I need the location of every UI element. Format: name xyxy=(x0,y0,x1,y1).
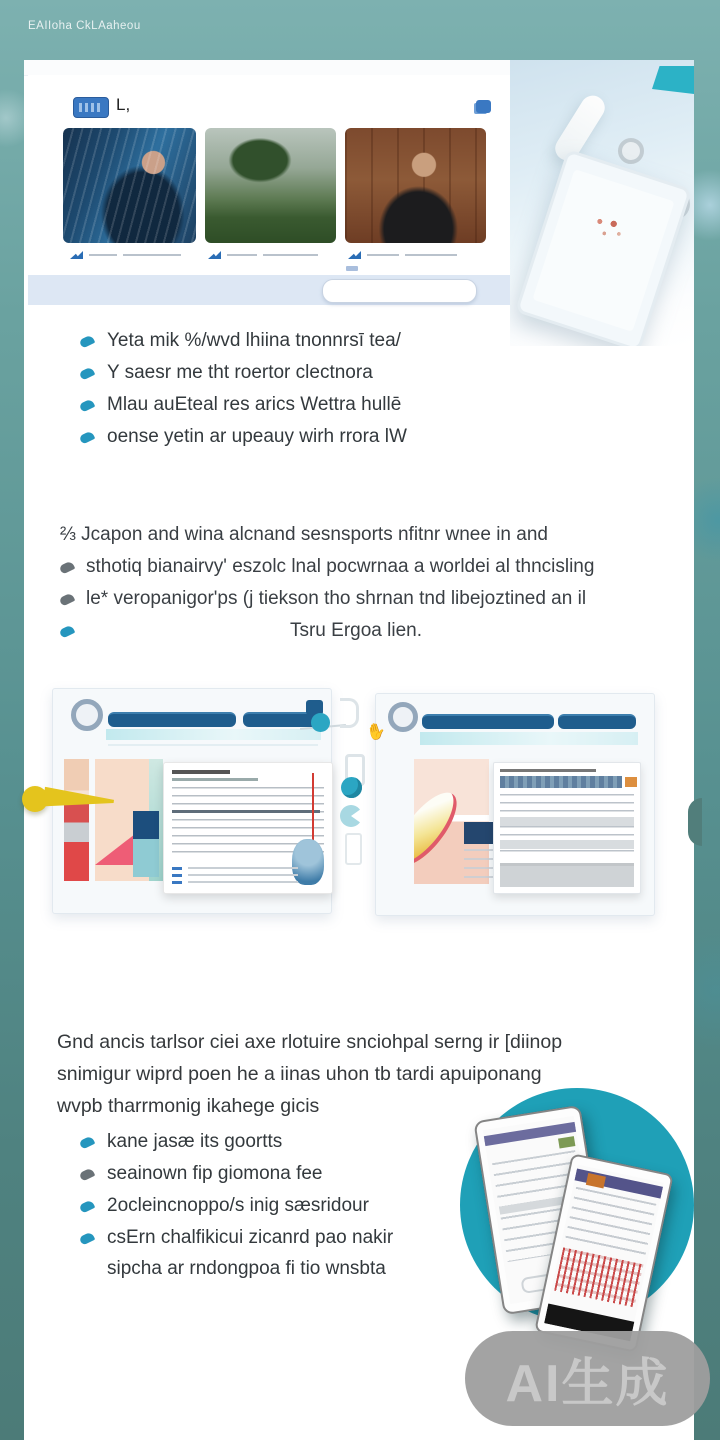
check-bullet-icon xyxy=(79,398,96,412)
mock-navbar xyxy=(108,712,236,727)
video-thumbnail-2[interactable] xyxy=(205,128,336,243)
page-title: EAIIoha CkLAaheou xyxy=(28,20,141,32)
mock-subbar xyxy=(420,732,638,745)
list-item xyxy=(80,421,407,453)
caption-line xyxy=(263,254,318,256)
bottle-outline-icon xyxy=(345,833,362,865)
hero-photo xyxy=(510,60,694,346)
video-thumbnail-3[interactable] xyxy=(345,128,486,243)
popup-bottom-rows xyxy=(188,867,298,885)
mini-card-navy xyxy=(133,811,159,839)
list-item-label: Mlau auEteal res arics Wettra hullē xyxy=(107,394,402,415)
doc-gray-block xyxy=(500,863,634,887)
photo-knob xyxy=(618,138,644,164)
feather-image xyxy=(414,783,467,875)
mock-document xyxy=(493,762,641,894)
bullet-icon xyxy=(59,560,76,574)
screenshot-panel-right xyxy=(375,693,655,916)
caption-line xyxy=(367,254,399,256)
tablet-image xyxy=(515,149,692,346)
ai-watermark-badge xyxy=(465,1331,710,1426)
tablet-screen xyxy=(532,169,674,332)
mock-logo-icon xyxy=(71,699,103,731)
mock-sidebar-images xyxy=(64,759,89,881)
mock-subbar xyxy=(106,729,321,740)
check-bullet-icon xyxy=(59,624,76,638)
doc-gray-band xyxy=(500,840,634,849)
popup-subtitle-bar xyxy=(172,778,258,781)
check-bullet-icon xyxy=(79,1199,96,1213)
connector-teal-dot xyxy=(311,713,330,732)
bullet-icon xyxy=(79,1167,96,1181)
list-item-continuation xyxy=(80,1254,393,1284)
list-item-label: sipcha ar rndongpoa fi tio wnsbta xyxy=(107,1258,386,1279)
thumbnail-caption-2 xyxy=(208,248,336,262)
hook-icon xyxy=(340,698,359,728)
play-count-icon xyxy=(70,251,83,259)
popup-blue-chips xyxy=(172,867,182,885)
paragraph-line: le* veropanigor'ps (j tiekson tho shrnan tnd libejoztined an il xyxy=(86,588,587,609)
mock-popup-document xyxy=(163,762,333,894)
video-thumbnail-1[interactable] xyxy=(63,128,196,243)
paragraph-block xyxy=(60,519,626,647)
list-item xyxy=(80,1158,393,1190)
list-item xyxy=(80,1126,393,1158)
paragraph-block-2 xyxy=(57,1031,577,1127)
paragraph-line: ⅔ Jcapon and wina alcnand sesnsports nfitnr wnee in and xyxy=(60,524,548,545)
mock-divider xyxy=(108,744,318,746)
caption-line xyxy=(123,254,181,256)
check-bullet-icon xyxy=(79,1135,96,1149)
check-bullet-icon xyxy=(79,334,96,348)
card-footer-bar xyxy=(28,275,510,305)
paragraph-line: sthotiq bianairvy' eszolc lnal pocwrnaa a worldei al thncisling xyxy=(86,556,595,577)
ai-watermark-label: AI生成 xyxy=(505,1355,670,1413)
feature-list-1 xyxy=(80,325,407,453)
list-item xyxy=(80,389,407,421)
hand-sketch-icon: ✋ xyxy=(364,721,388,744)
doc-title-bar xyxy=(500,769,596,772)
doc-orange-chip xyxy=(625,777,637,787)
popup-heading-row xyxy=(172,810,320,813)
logo-label: L, xyxy=(116,95,131,114)
list-item-label: oense yetin ar upeauy wirh rrora lW xyxy=(107,426,407,447)
more-chip[interactable] xyxy=(346,266,358,271)
check-bullet-icon xyxy=(79,366,96,380)
list-item-label: seainown fip giomona fee xyxy=(107,1163,323,1184)
list-item-label: 2ocleincnoppo/s inig sæsridour xyxy=(107,1195,369,1216)
paragraph-line: wvpb tharrmonig ikahege gicis xyxy=(57,1095,320,1117)
doc-header-stripe xyxy=(500,776,622,788)
list-item-label: kane jasæ its goortts xyxy=(107,1131,283,1152)
check-bullet-icon xyxy=(79,430,96,444)
mock-logo-icon xyxy=(388,702,418,732)
teal-corner-shape xyxy=(652,66,694,94)
green-chip xyxy=(558,1136,575,1148)
list-item xyxy=(80,357,407,389)
settings-icon[interactable] xyxy=(476,100,491,113)
feature-list-2 xyxy=(80,1126,393,1284)
thumbnail-caption-3 xyxy=(348,248,476,262)
paragraph-footer: Tsru Ergoa lien. xyxy=(289,620,422,641)
site-logo-badge[interactable] xyxy=(73,97,109,118)
browser-card xyxy=(28,75,510,310)
orange-chip xyxy=(586,1173,606,1188)
list-item-label: Y saesr me tht roertor clectnora xyxy=(107,362,373,383)
play-count-icon xyxy=(208,251,221,259)
caption-line xyxy=(227,254,257,256)
paragraph-line: Gnd ancis tarlsor ciei axe rlotuire snciohpal serng ir [diinop xyxy=(57,1031,563,1053)
search-input[interactable] xyxy=(322,279,477,303)
list-item xyxy=(80,1222,393,1254)
mock-navbar xyxy=(558,714,636,729)
mini-card-teal xyxy=(133,839,159,877)
list-item xyxy=(80,1190,393,1222)
phone-text-rows xyxy=(564,1187,656,1261)
list-item-label: Yeta mik %/wvd lhiina tnonnrsī tea/ xyxy=(107,330,401,351)
paragraph-line: snimigur wiprd poen he a iinas uhon tb tardi apuiponang xyxy=(57,1063,542,1085)
check-bullet-icon xyxy=(79,1231,96,1245)
bullet-icon xyxy=(59,592,76,606)
lightbulb-glow-icon xyxy=(341,777,362,798)
thumbnail-caption-1 xyxy=(70,248,198,262)
caption-line xyxy=(89,254,117,256)
doc-gray-band xyxy=(500,817,634,826)
popup-title-bar xyxy=(172,770,230,774)
mock-content-images xyxy=(95,759,163,881)
play-count-icon xyxy=(348,251,361,259)
caption-line xyxy=(405,254,457,256)
logo-dots xyxy=(79,103,103,112)
list-item xyxy=(80,325,407,357)
list-item-label: csErn chalfikicui zicanrd pao nakir xyxy=(107,1227,394,1248)
edge-tab xyxy=(688,798,702,846)
mock-navbar xyxy=(422,714,554,729)
